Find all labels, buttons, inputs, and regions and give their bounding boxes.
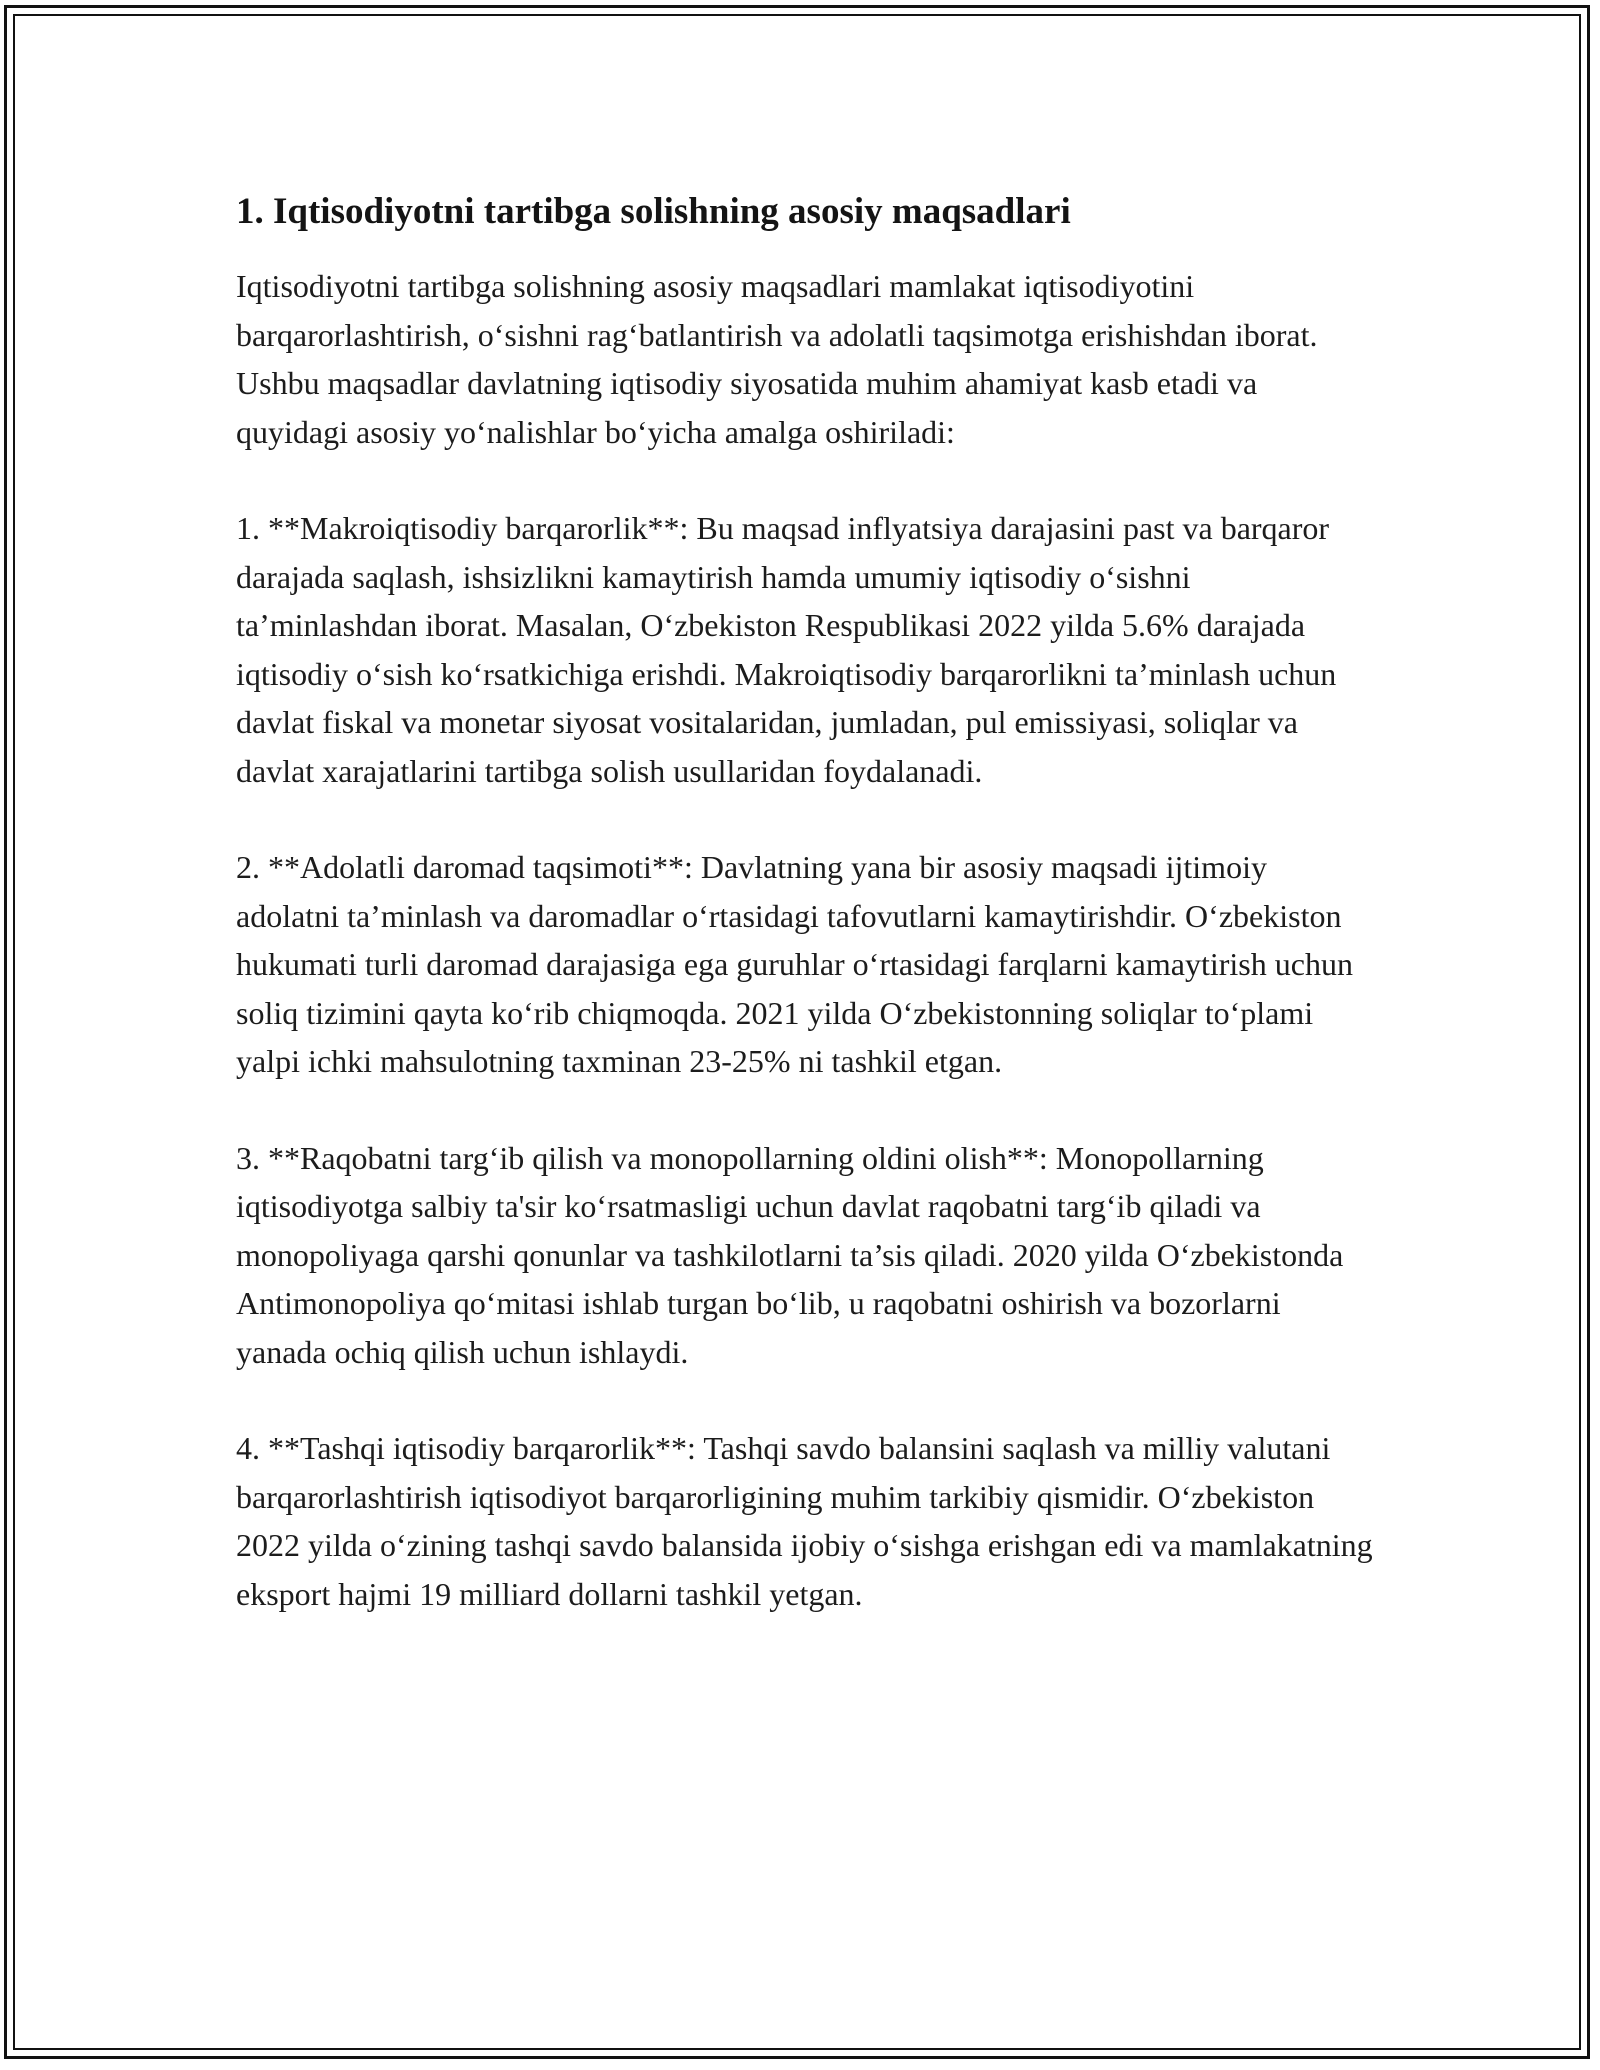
intro-paragraph: Iqtisodiyotni tartibga solishning asosiy maqsadlari mamlakat iqtisodiyotini barqarorlashtirish, o‘sishni rag‘batlantirish va adolatli taqsimotga erishishdan iborat. Ushbu maqsadlar davlatning iqtisodiy siyosatida muhim ahamiyat kasb etadi va quyidagi asosiy yo‘nalishlar bo‘yicha amalga oshiriladi: <box>236 268 1318 450</box>
point-2-paragraph: 2. **Adolatli daromad taqsimoti**: Davlatning yana bir asosiy maqsadi ijtimoiy adolatni ta’minlash va daromadlar o‘rtasidagi tafovutlarni kamaytirishdir. O‘zbekiston hukumati turli daromad darajasiga ega guruhlar o‘rtasidagi farqlarni kamaytirish uchun soliq tizimini qayta ko‘rib chiqmoqda. 2021 yilda O‘zbekistonning soliqlar to‘plami yalpi ichki mahsulotning taxminan 23-25% ni tashkil etgan. <box>236 849 1353 1079</box>
document-body <box>236 188 1376 1666</box>
document-title: 1. Iqtisodiyotni tartibga solishning asosiy maqsadlari <box>236 191 1071 232</box>
point-3-paragraph: 3. **Raqobatni targ‘ib qilish va monopollarning oldini olish**: Monopollarning iqtisodiyotga salbiy ta'sir ko‘rsatmasligi uchun davlat raqobatni targ‘ib qiladi va monopoliyaga qarshi qonunlar va tashkilotlarni ta’sis qiladi. 2020 yilda O‘zbekistonda Antimonopoliya qo‘mitasi ishlab turgan bo‘lib, u raqobatni oshirish va bozorlarni yanada ochiq qilish uchun ishlaydi. <box>236 1139 1344 1370</box>
point-1-paragraph: 1. **Makroiqtisodiy barqarorlik**: Bu maqsad inflyatsiya darajasini past va barqaror darajada saqlash, ishsizlikni kamaytirish hamda umumiy iqtisodiy o‘sishni ta’minlashdan iborat. Masalan, O‘zbekiston Respublikasi 2022 yilda 5.6% darajada iqtisodiy o‘sish ko‘rsatkichiga erishdi. Makroiqtisodiy barqarorlikni ta’minlash uchun davlat fiskal va monetar siyosat vositalaridan, jumladan, pul emissiyasi, soliqlar va davlat xarajatlarini tartibga solish usullaridan foydalanadi. <box>236 510 1337 789</box>
point-4-paragraph: 4. **Tashqi iqtisodiy barqarorlik**: Tashqi savdo balansini saqlash va milliy valutani barqarorlashtirish iqtisodiyot barqarorligining muhim tarkibiy qismidir. O‘zbekiston 2022 yilda o‘zining tashqi savdo balansida ijobiy o‘sishga erishgan edi va mamlakatning eksport hajmi 19 milliard dollarni tashkil yetgan. <box>236 1430 1373 1612</box>
